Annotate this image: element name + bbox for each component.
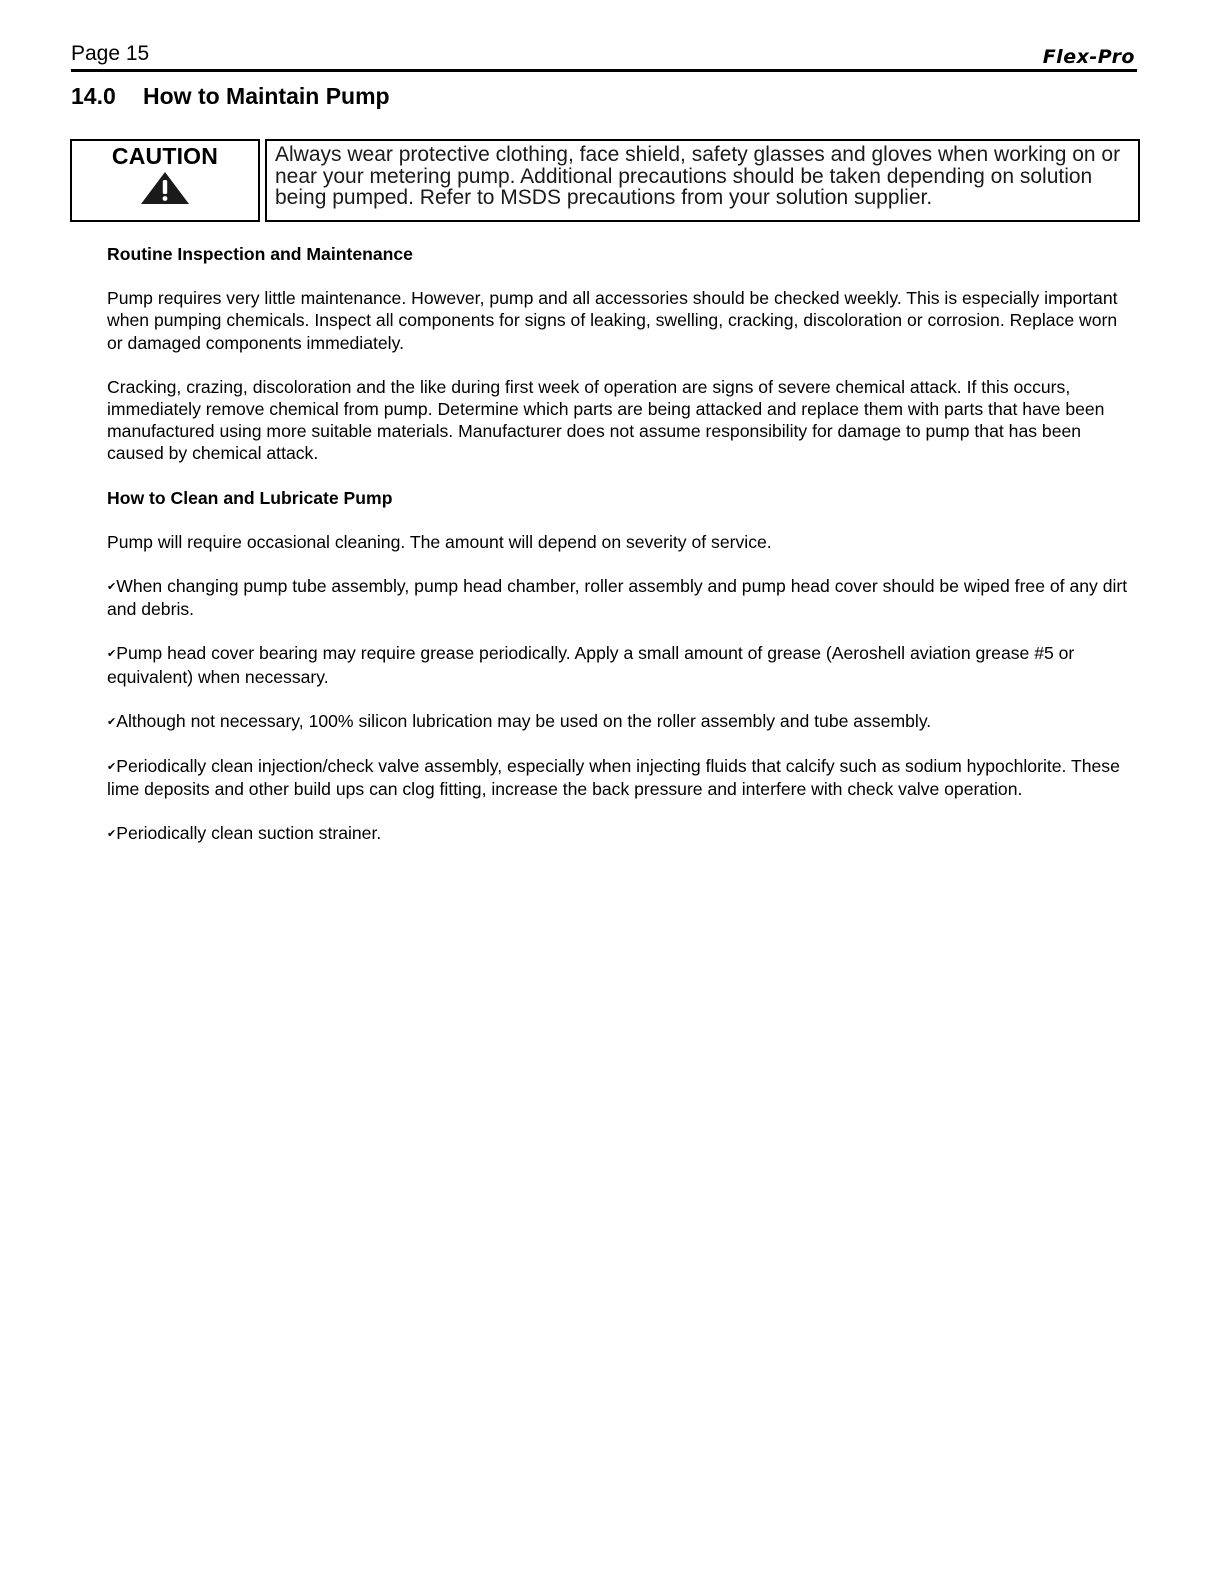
list-item: [107, 575, 1137, 620]
caution-label: CAUTION: [111, 143, 219, 169]
caution-label-box: [70, 139, 260, 222]
section-number: 14.0: [71, 83, 116, 109]
checkmark-icon: ✔: [107, 648, 117, 661]
header-divider: [71, 69, 1137, 72]
section-title-text: How to Maintain Pump: [143, 83, 390, 109]
list-item: [107, 710, 1137, 733]
list-item: [107, 755, 1137, 800]
checkmark-icon: ✔: [107, 581, 117, 594]
caution-message: Always wear protective clothing, face shield, safety glasses and gloves when working on or near your metering pump. Additional precautions should be taken depending on solution being pumped. Refer to MSDS precautions from your solution supplier.: [265, 139, 1140, 222]
main-content: [107, 243, 1137, 868]
list-item-text: Pump head cover bearing may require grease periodically. Apply a small amount of grease (Aeroshell aviation grease #5 or equivalent) when necessary.: [107, 643, 1075, 687]
routine-heading: Routine Inspection and Maintenance: [107, 244, 413, 264]
section-title: [71, 82, 390, 110]
warning-triangle-icon: [140, 171, 190, 205]
routine-paragraph-2: Cracking, crazing, discoloration and the like during first week of operation are signs of severe chemical attack. If this occurs, immediately remove chemical from pump. Determine which parts are being attacked and replace them with parts that have been manufactured using more suitable materials. Manufacturer does not assume responsibility for damage to pump that has been caused by chemical attack.: [107, 376, 1105, 464]
cleaning-intro: Pump will require occasional cleaning. The amount will depend on severity of service.: [107, 531, 772, 552]
routine-paragraph-1: Pump requires very little maintenance. However, pump and all accessories should be checked weekly. This is especially important when pumping chemicals. Inspect all components for signs of leaking, swelling, cracking, discoloration or corrosion. Replace worn or damaged components immediately.: [107, 288, 1118, 353]
checkmark-icon: ✔: [107, 761, 117, 774]
list-item-text: When changing pump tube assembly, pump head chamber, roller assembly and pump head cover should be wiped free of any dirt and debris.: [107, 576, 1128, 620]
checkmark-icon: ✔: [107, 715, 117, 728]
list-item: [107, 642, 1137, 687]
checkmark-icon: ✔: [107, 828, 117, 841]
list-item-text: Periodically clean injection/check valve assembly, especially when injecting fluids that calcify such as sodium hypochlorite. These lime deposits and other build ups can clog fitting, increase the back pressure and interfere with check valve operation.: [107, 756, 1120, 800]
cleaning-heading: How to Clean and Lubricate Pump: [107, 487, 393, 508]
page-header: [71, 40, 1137, 70]
list-item-text: Although not necessary, 100% silicon lubrication may be used on the roller assembly and tube assembly.: [116, 710, 932, 731]
list-item-text: Periodically clean suction strainer.: [116, 823, 382, 844]
list-item: [107, 822, 1137, 845]
page-number: Page 15: [71, 42, 150, 65]
brand-logo: Flex-Pro: [1042, 46, 1135, 68]
